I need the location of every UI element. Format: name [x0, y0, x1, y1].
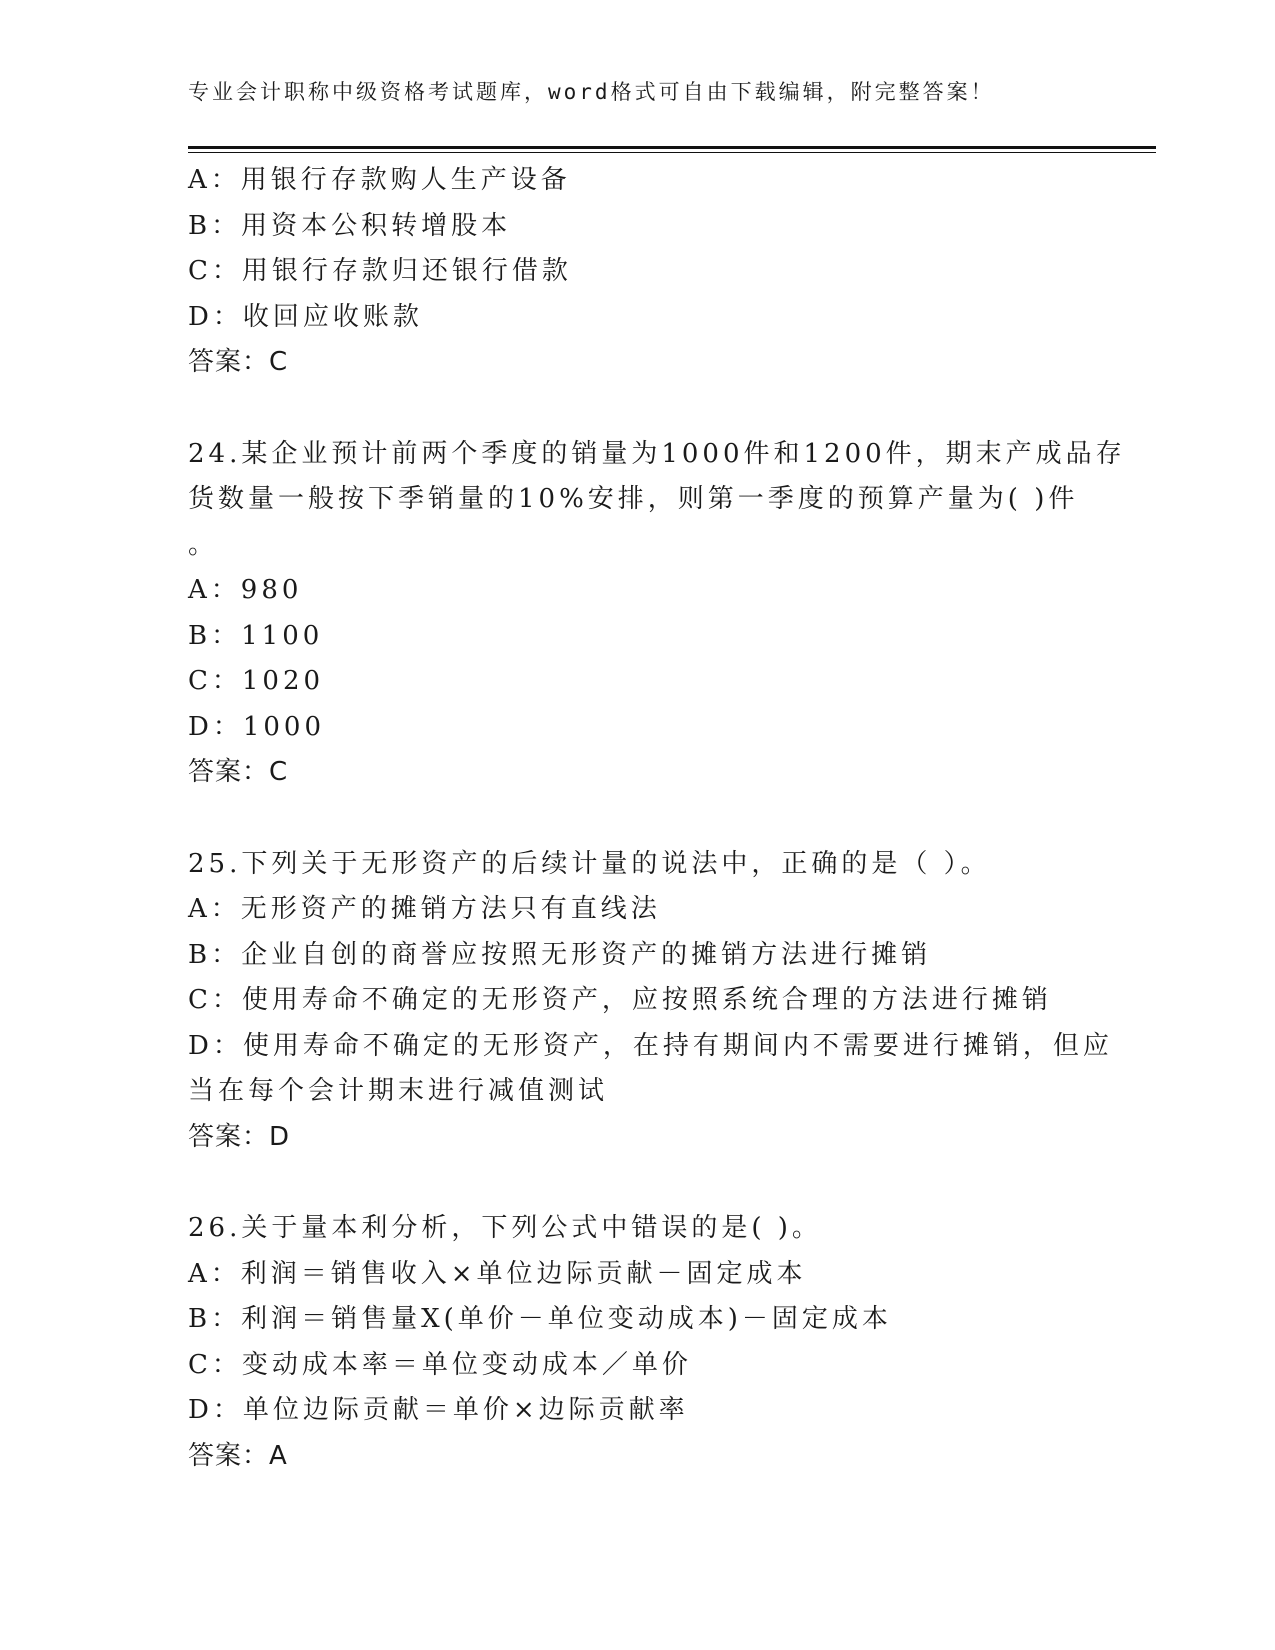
option-b: B：利润＝销售量X(单价－单位变动成本)－固定成本: [188, 1304, 892, 1334]
question-stem: [188, 1206, 1088, 1252]
option-b: B：企业自创的商誉应按照无形资产的摊销方法进行摊销: [188, 939, 932, 970]
stem-line: 25.下列关于无形资产的后续计量的说法中，正确的是（ ）。: [188, 848, 991, 879]
header-rule-thick: [188, 146, 1156, 149]
option-d: D：单位边际贡献＝单价×边际贡献率: [188, 1395, 689, 1425]
stem-line: 货数量一般按下季销量的10%安排，则第一季度的预算产量为( )件: [188, 484, 1079, 514]
answer: 答案：A: [188, 1440, 288, 1471]
header-rule-thin: [188, 152, 1156, 153]
option-c: C：1020: [188, 666, 325, 696]
stem-line: 26.关于量本利分析，下列公式中错误的是( )。: [188, 1213, 822, 1243]
option-b: B：用资本公积转增股本: [188, 210, 512, 241]
option-a: A：无形资产的摊销方法只有直线法: [188, 894, 661, 924]
question-23: [188, 158, 1088, 386]
option-a: A：利润＝销售收入×单位边际贡献－固定成本: [188, 1258, 807, 1289]
stem-line: 。: [188, 529, 219, 560]
question-stem: [188, 842, 1088, 888]
option-c: C：使用寿命不确定的无形资产，应按照系统合理的方法进行摊销: [188, 985, 1052, 1015]
option-d-continued: 当在每个会计期末进行减值测试: [188, 1076, 609, 1106]
question-25: [188, 842, 1113, 1161]
option-a: A：980: [188, 575, 303, 605]
option-b: B：1100: [188, 620, 324, 651]
spacer: [188, 796, 1088, 842]
answer: 答案：D: [188, 1121, 291, 1152]
question-24: [188, 432, 1126, 796]
question-26: [188, 1206, 1088, 1479]
question-stem: [188, 432, 1126, 569]
option-a: A：用银行存款购人生产设备: [188, 165, 571, 195]
option-c: C：用银行存款归还银行借款: [188, 256, 572, 286]
answer: 答案：C: [188, 757, 289, 787]
option-d: D：1000: [188, 711, 326, 742]
stem-line: 24.某企业预计前两个季度的销量为1000件和1200件，期末产成品存: [188, 438, 1126, 469]
answer: 答案：C: [188, 347, 289, 377]
question-content: [188, 158, 1126, 1479]
option-d: D：使用寿命不确定的无形资产，在持有期间内不需要进行摊销，但应: [188, 1030, 1113, 1061]
option-d: D：收回应收账款: [188, 301, 423, 332]
spacer: [188, 1160, 1088, 1206]
option-c: C：变动成本率＝单位变动成本／单价: [188, 1349, 692, 1380]
spacer: [188, 386, 1088, 432]
page-header: 专业会计职称中级资格考试题库，word格式可自由下载编辑，附完整答案！: [188, 80, 995, 104]
